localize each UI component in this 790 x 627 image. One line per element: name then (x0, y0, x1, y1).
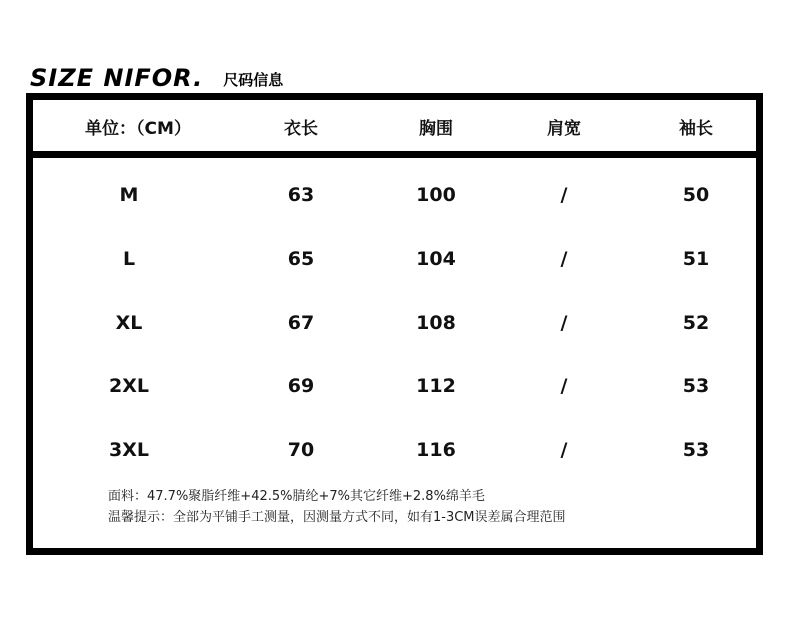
title-row (30, 60, 283, 92)
size-cell: 3XL (109, 439, 149, 461)
size-cell: XL (115, 312, 143, 334)
length-cell: 70 (287, 439, 315, 461)
length-cell: 65 (287, 248, 315, 270)
header-chest: 胸围 (419, 119, 453, 139)
page-subtitle: 尺码信息 (223, 71, 284, 89)
chest-cell: 104 (416, 248, 456, 270)
size-cell: L (122, 248, 136, 270)
chest-cell: 112 (416, 375, 456, 397)
size-table (26, 93, 763, 555)
table-row (33, 431, 756, 471)
shoulder-cell: / (560, 312, 568, 334)
shoulder-cell: / (560, 439, 568, 461)
header-shoulder: 肩宽 (547, 119, 581, 139)
measurement-tip: 温馨提示：全部为平铺手工测量，因测量方式不同，如有1-3CM误差属合理范围 (108, 510, 566, 525)
header-unit: 单位：（CM） (85, 119, 191, 139)
shoulder-cell: / (560, 248, 568, 270)
table-row (33, 304, 756, 344)
chest-cell: 108 (416, 312, 456, 334)
length-cell: 63 (287, 184, 315, 206)
length-cell: 67 (287, 312, 315, 334)
fabric-note: 面料：47.7%聚脂纤维+42.5%腈纶+7%其它纤维+2.8%绵羊毛 (108, 489, 485, 504)
table-row (33, 176, 756, 216)
sleeve-cell: 53 (682, 375, 710, 397)
chest-cell: 100 (416, 184, 456, 206)
table-row (33, 367, 756, 407)
brand-title: SIZE NIFOR. (30, 64, 204, 92)
notes (108, 486, 566, 528)
size-cell: 2XL (109, 375, 149, 397)
sleeve-cell: 50 (682, 184, 710, 206)
header-sleeve: 袖长 (679, 119, 713, 139)
sleeve-cell: 53 (682, 439, 710, 461)
length-cell: 69 (287, 375, 315, 397)
table-header (33, 100, 756, 158)
shoulder-cell: / (560, 375, 568, 397)
table-row (33, 240, 756, 280)
header-length: 衣长 (284, 119, 318, 139)
sleeve-cell: 51 (682, 248, 710, 270)
shoulder-cell: / (560, 184, 568, 206)
chest-cell: 116 (416, 439, 456, 461)
sleeve-cell: 52 (682, 312, 710, 334)
size-cell: M (119, 184, 139, 206)
